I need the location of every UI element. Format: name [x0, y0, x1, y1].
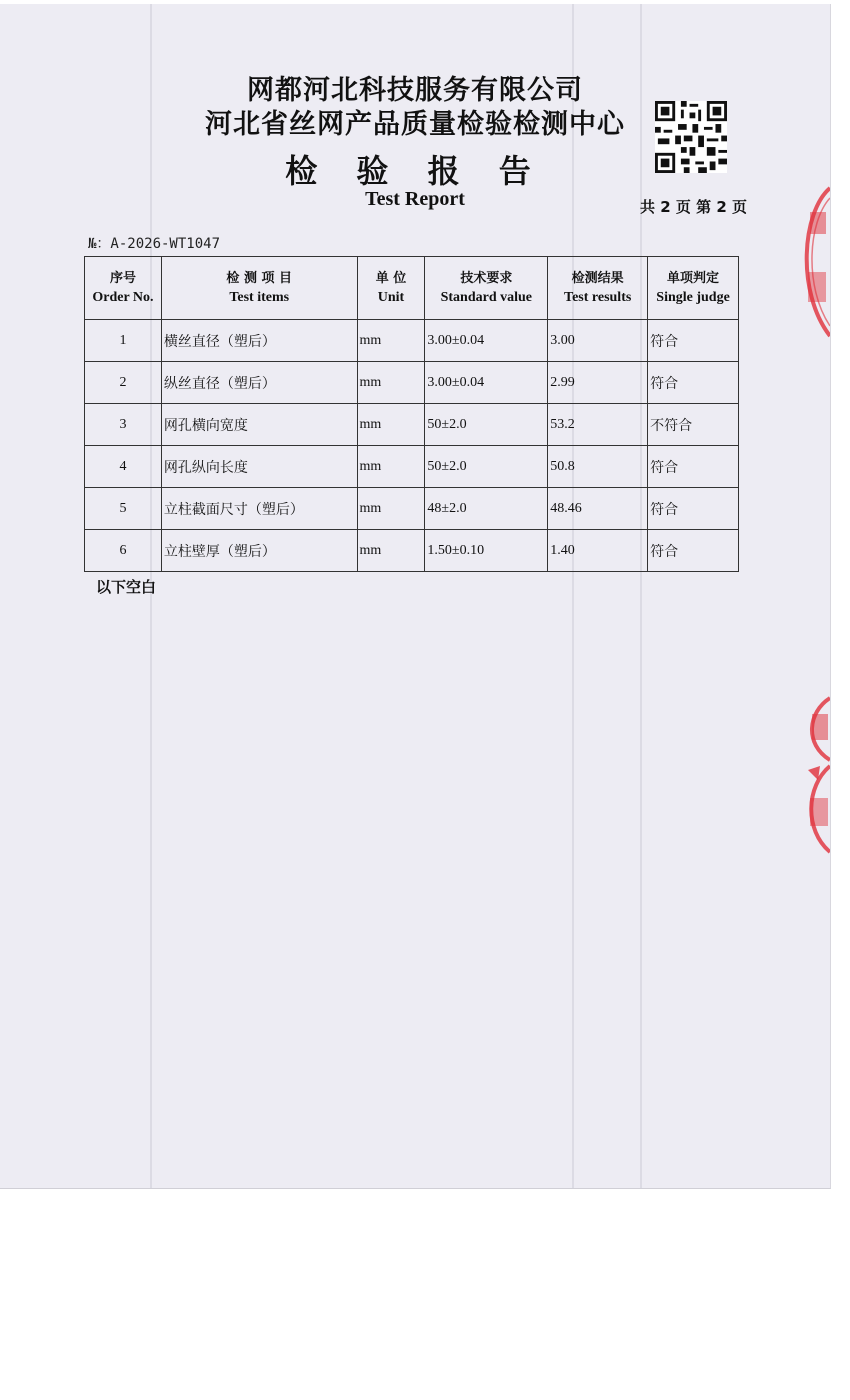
cell-order-no: 3 [85, 404, 162, 446]
qr-code-icon [655, 101, 727, 173]
table-header-row [85, 257, 739, 320]
cell-order-no: 5 [85, 488, 162, 530]
cell-unit: mm [357, 488, 425, 530]
company-name: 网都河北科技服务有限公司 [247, 75, 583, 106]
report-title-en: Test Report [365, 188, 465, 210]
cell-unit: mm [357, 530, 425, 572]
page-info: 共 2 页 第 2 页 [640, 198, 747, 216]
cell-unit: mm [357, 404, 425, 446]
cell-standard: 50±2.0 [425, 404, 548, 446]
report-page [0, 4, 831, 1189]
header-single-judge: 单项判定 Single judge [648, 257, 739, 320]
cell-standard: 48±2.0 [425, 488, 548, 530]
red-seal-stamp [800, 694, 830, 764]
cell-test-item: 纵丝直径（塑后） [161, 362, 357, 404]
cell-judge: 符合 [648, 488, 739, 530]
cell-judge: 符合 [648, 362, 739, 404]
red-seal-stamp [792, 182, 830, 342]
center-name: 河北省丝网产品质量检验检测中心 [205, 109, 625, 140]
cell-unit: mm [357, 446, 425, 488]
cell-order-no: 6 [85, 530, 162, 572]
header-standard-value: 技术要求 Standard value [425, 257, 548, 320]
cell-result: 50.8 [548, 446, 648, 488]
table-row [85, 320, 739, 362]
cell-test-item: 网孔横向宽度 [161, 404, 357, 446]
cell-result: 3.00 [548, 320, 648, 362]
cell-test-item: 立柱壁厚（塑后） [161, 530, 357, 572]
cell-judge: 符合 [648, 530, 739, 572]
cell-result: 1.40 [548, 530, 648, 572]
cell-judge: 符合 [648, 320, 739, 362]
cell-unit: mm [357, 320, 425, 362]
table-row [85, 404, 739, 446]
cell-order-no: 2 [85, 362, 162, 404]
table-row [85, 488, 739, 530]
header-order-no: 序号 Order No. [85, 257, 162, 320]
table-row [85, 530, 739, 572]
cell-result: 2.99 [548, 362, 648, 404]
cell-order-no: 1 [85, 320, 162, 362]
cell-result: 48.46 [548, 488, 648, 530]
table-row [85, 362, 739, 404]
cell-test-item: 网孔纵向长度 [161, 446, 357, 488]
test-results-table [84, 256, 739, 572]
header-test-items: 检 测 项 目 Test items [161, 257, 357, 320]
report-title-cn: 检 验 报 告 [285, 152, 545, 190]
cell-judge: 不符合 [648, 404, 739, 446]
cell-standard: 1.50±0.10 [425, 530, 548, 572]
report-number: №：A-2026-WT1047 [88, 236, 221, 252]
header-test-results: 检测结果 Test results [548, 257, 648, 320]
cell-order-no: 4 [85, 446, 162, 488]
red-seal-stamp [800, 764, 830, 854]
table-row [85, 446, 739, 488]
cell-unit: mm [357, 362, 425, 404]
cell-judge: 符合 [648, 446, 739, 488]
blank-below-note: 以下空白 [96, 578, 157, 596]
cell-standard: 3.00±0.04 [425, 320, 548, 362]
cell-standard: 50±2.0 [425, 446, 548, 488]
header-unit: 单 位 Unit [357, 257, 425, 320]
cell-standard: 3.00±0.04 [425, 362, 548, 404]
cell-test-item: 横丝直径（塑后） [161, 320, 357, 362]
cell-result: 53.2 [548, 404, 648, 446]
cell-test-item: 立柱截面尺寸（塑后） [161, 488, 357, 530]
